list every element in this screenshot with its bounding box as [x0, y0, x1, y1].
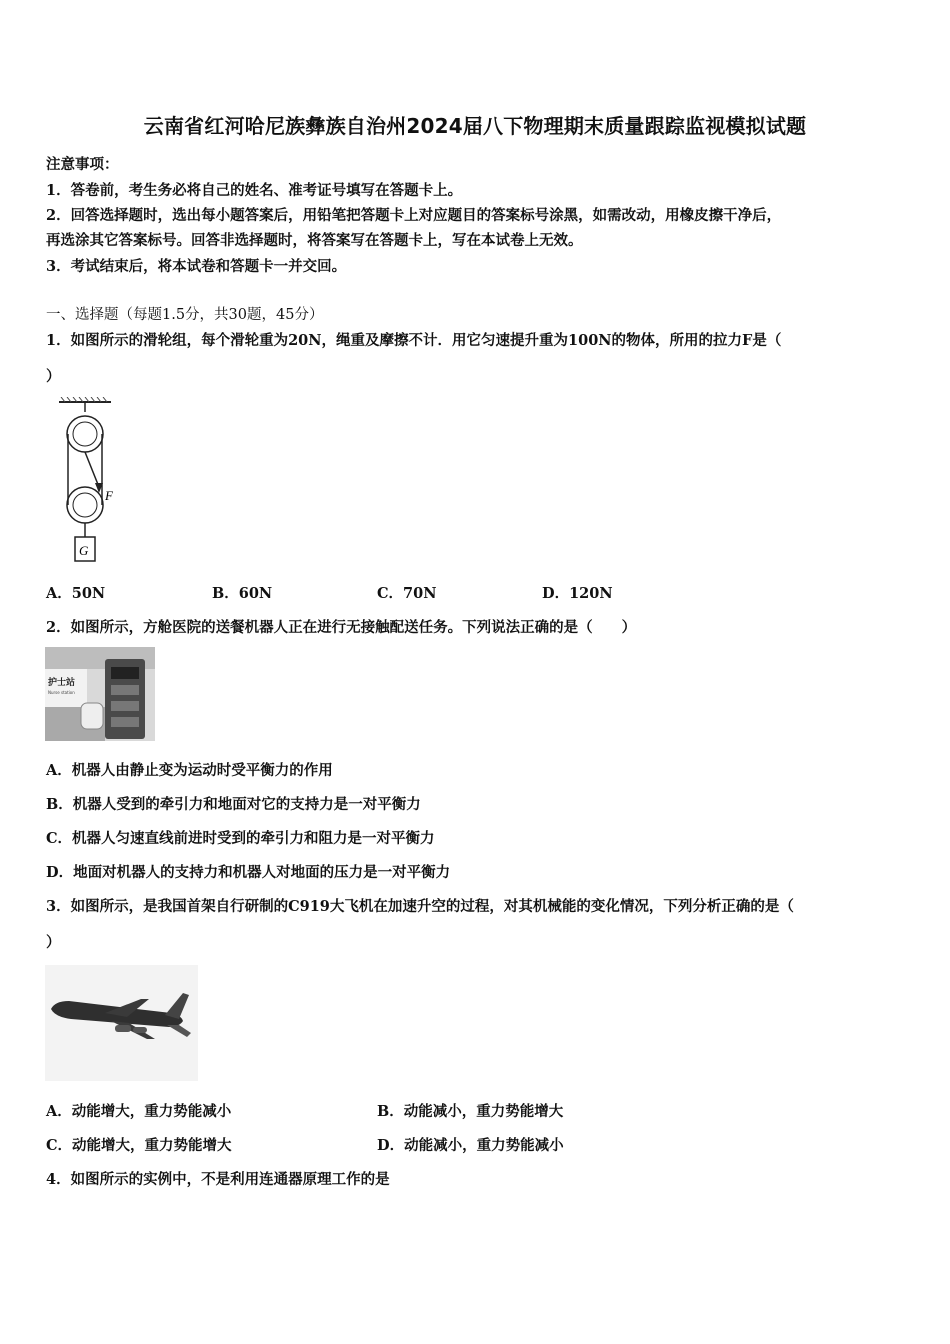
force-label: F: [105, 488, 113, 503]
exam-title: 云南省红河哈尼族彝族自治州2024届八下物理期末质量跟踪监视模拟试题: [143, 114, 807, 138]
q1-stem-cont: ）: [46, 368, 61, 385]
q3-option-a: A．动能增大，重力势能减小: [46, 1103, 232, 1120]
q1-option-a: A．50N: [46, 585, 106, 602]
notice-heading: 注意事项：: [46, 156, 119, 173]
q3-option-c: C．动能增大，重力势能增大: [46, 1137, 232, 1154]
q3-stem: 3．如图所示，是我国首架自行研制的C919大飞机在加速升空的过程，对其机械能的变化情况，下列分析正确的是（: [46, 898, 794, 915]
notice-item-1: 1．答卷前，考生务必将自己的姓名、准考证号填写在答题卡上。: [46, 182, 463, 199]
q2-stem: 2．如图所示，方舱医院的送餐机器人正在进行无接触配送任务。下列说法正确的是（ ）: [46, 619, 637, 636]
airplane-photo: [45, 965, 198, 1081]
robot-photo: [45, 647, 155, 741]
q1-stem: 1．如图所示的滑轮组，每个滑轮重为20N，绳重及摩擦不计．用它匀速提升重为100N的物体，所用的拉力F是（: [46, 332, 782, 349]
q2-option-c: C．机器人匀速直线前进时受到的牵引力和阻力是一对平衡力: [46, 830, 435, 847]
q2-option-b: B．机器人受到的牵引力和地面对它的支持力是一对平衡力: [46, 796, 421, 813]
q3-stem-cont: ）: [46, 934, 61, 951]
sign-text: 护士站: [48, 678, 76, 688]
notice-item-2: 2．回答选择题时，选出每小题答案后，用铅笔把答题卡上对应题目的答案标号涂黑，如需改动，用橡皮擦干净后，: [46, 207, 782, 224]
pulley-diagram: [55, 397, 125, 565]
notice-item-2-cont: 再选涂其它答案标号。回答非选择题时，将答案写在答题卡上，写在本试卷上无效。: [46, 232, 583, 249]
weight-label: G: [79, 543, 89, 558]
q1-option-d: D．120N: [542, 585, 613, 602]
notice-item-3: 3．考试结束后，将本试卷和答题卡一并交回。: [46, 258, 347, 275]
q1-option-b: B．60N: [212, 585, 273, 602]
section-heading: 一、选择题（每题1.5分，共30题，45分）: [46, 307, 324, 323]
q2-option-d: D．地面对机器人的支持力和机器人对地面的压力是一对平衡力: [46, 864, 451, 881]
sign-text-en: Nurse station: [48, 690, 75, 695]
q3-option-d: D．动能减小，重力势能减小: [377, 1137, 564, 1154]
q4-stem: 4．如图所示的实例中，不是利用连通器原理工作的是: [46, 1171, 390, 1188]
q3-option-b: B．动能减小，重力势能增大: [377, 1103, 564, 1120]
q2-option-a: A．机器人由静止变为运动时受平衡力的作用: [46, 762, 333, 779]
q1-option-c: C．70N: [377, 585, 437, 602]
